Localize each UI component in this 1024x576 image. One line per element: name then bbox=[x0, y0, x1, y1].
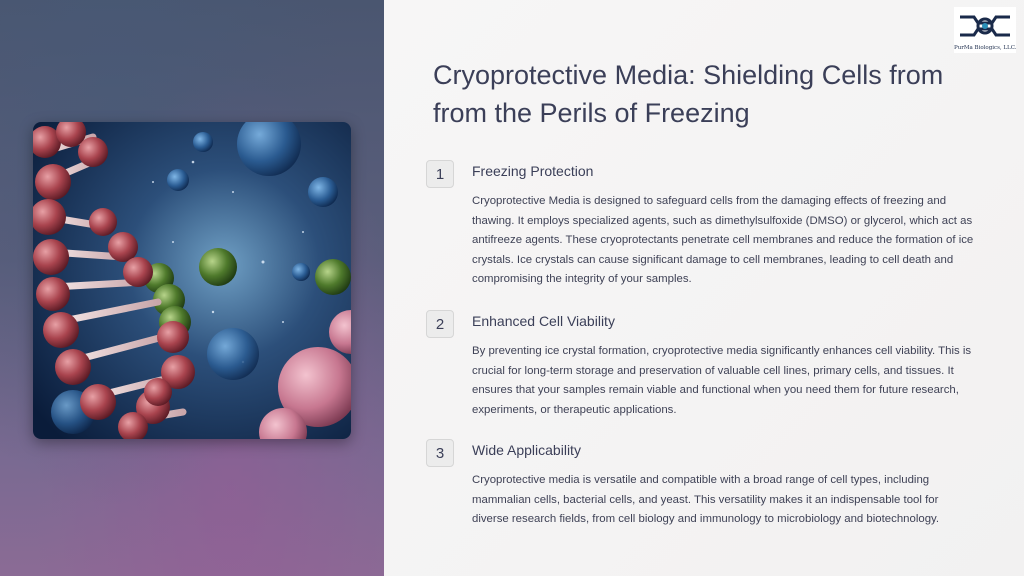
section-number-badge: 3 bbox=[426, 439, 454, 467]
section-number-badge: 2 bbox=[426, 310, 454, 338]
dna-cells-illustration bbox=[33, 122, 351, 439]
company-logo-icon bbox=[954, 7, 1016, 45]
section-body: By preventing ice crystal formation, cryoprotective media significantly enhances cell viability. This is crucial for long-term storage and preservation of valuable cell lines, primary cells, and tissues. It ensures that your samples remain viable and functional when you need them for future research, experiments, or therapeutic applications. bbox=[472, 345, 972, 416]
section-number-badge: 1 bbox=[426, 160, 454, 188]
company-logo[interactable] bbox=[954, 7, 1016, 53]
section-body: Cryoprotective media is versatile and compatible with a broad range of cell types, including mammalian cells, bacterial cells, and yeast. This versatility makes it an indispensable tool for diverse research fields, from cell biology and immunology to microbiology and biotechnology. bbox=[472, 474, 940, 526]
dna-cells-image bbox=[33, 122, 351, 439]
section-heading: Enhanced Cell Viability bbox=[472, 313, 615, 329]
page-title: Cryoprotective Media: Shielding Cells from from the Perils of Freezing bbox=[433, 60, 944, 128]
section-heading: Wide Applicability bbox=[472, 442, 581, 458]
section-body: Cryoprotective Media is designed to safeguard cells from the damaging effects of freezing and thawing. It employs specialized agents, such as dimethylsulfoxide (DMSO) or glycerol, which act as antifreeze agents. These cryoprotectants penetrate cell membranes and reduce the formation of ice crystals. Ice crystals can cause significant damage to cell membranes, leading to cell death and compromising the integrity of your samples. bbox=[472, 195, 974, 286]
section-heading: Freezing Protection bbox=[472, 163, 594, 179]
company-logo-text: PurMa Biologics, LLC. bbox=[954, 45, 1017, 51]
